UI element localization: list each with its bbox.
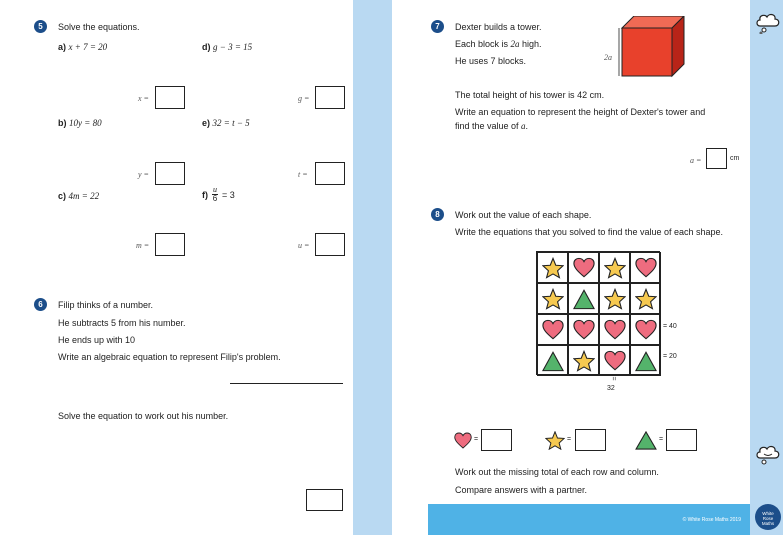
variable: 2a xyxy=(510,39,520,49)
star-icon xyxy=(542,257,564,279)
star-icon xyxy=(635,288,657,310)
heart-icon xyxy=(604,319,626,341)
grid-cell xyxy=(537,252,568,283)
answer-box-f[interactable] xyxy=(315,233,345,256)
logo-text: Rose xyxy=(762,516,774,521)
answer-box-triangle[interactable] xyxy=(666,429,697,451)
part-label: d) xyxy=(202,42,211,52)
q8-line: Work out the value of each shape. xyxy=(455,210,592,220)
answer-label: x = xyxy=(138,94,149,103)
grid-cell xyxy=(599,345,630,376)
equation-d xyxy=(202,42,252,52)
unit-label: cm xyxy=(730,155,740,162)
copyright-text: © White Rose Maths 2019 xyxy=(682,517,741,523)
heart-icon xyxy=(454,432,472,449)
triangle-icon xyxy=(635,350,657,372)
q8-line: Compare answers with a partner. xyxy=(455,485,588,495)
side-strip xyxy=(750,0,783,535)
heart-icon xyxy=(635,319,657,341)
grid-cell xyxy=(630,345,661,376)
answer-box-b[interactable] xyxy=(155,162,185,185)
answer-box-q6[interactable] xyxy=(306,489,343,511)
grid-cell xyxy=(537,314,568,345)
question-number: 8 xyxy=(431,208,444,221)
grid-cell xyxy=(630,252,661,283)
equation-text: g − 3 = 15 xyxy=(213,42,253,52)
equation-text: x + 7 = 20 xyxy=(68,42,108,52)
heart-icon xyxy=(573,257,595,279)
star-icon xyxy=(542,288,564,310)
grid-cell xyxy=(537,345,568,376)
row-total: = 40 xyxy=(663,323,677,330)
question-number: 7 xyxy=(431,20,444,33)
equation-b xyxy=(58,118,102,128)
triangle-icon xyxy=(635,431,657,450)
grid-cell xyxy=(568,252,599,283)
equals-sign: = xyxy=(567,436,572,443)
grid-cell xyxy=(599,314,630,345)
question-number: 5 xyxy=(34,20,47,33)
grid-cell xyxy=(630,314,661,345)
answer-label: u = xyxy=(298,241,310,250)
column-equals: = xyxy=(609,376,617,381)
fraction-numerator: u xyxy=(213,185,217,194)
answer-box-c[interactable] xyxy=(155,233,185,256)
equation-text: 4m = 22 xyxy=(68,191,100,201)
text: find the value of xyxy=(455,121,522,131)
equation-text: 10y = 80 xyxy=(69,118,102,128)
heart-icon xyxy=(573,319,595,341)
grid-cell xyxy=(599,283,630,314)
page-gutter xyxy=(353,0,392,535)
column-total: 32 xyxy=(607,385,615,392)
part-label: c) xyxy=(58,191,67,201)
q6-line: Solve the equation to work out his number. xyxy=(58,411,229,421)
equation-text: 32 = t − 5 xyxy=(212,118,250,128)
q8-line: Work out the missing total of each row and column. xyxy=(455,467,659,477)
q7-line: He uses 7 blocks. xyxy=(455,56,527,66)
answer-label: a = xyxy=(690,156,702,165)
part-label: f) xyxy=(202,189,208,200)
q7-line xyxy=(455,121,528,131)
q7-line: Dexter builds a tower. xyxy=(455,22,542,32)
cube-block-icon xyxy=(612,16,692,84)
answer-box-a[interactable] xyxy=(155,86,185,109)
q6-line: Write an algebraic equation to represent Filip's problem. xyxy=(58,352,281,362)
grid-cell xyxy=(568,345,599,376)
q6-line: Filip thinks of a number. xyxy=(58,300,154,310)
equation-c xyxy=(58,191,99,201)
answer-box-q7[interactable] xyxy=(706,148,727,169)
text: Each block is xyxy=(455,39,511,49)
part-label: b) xyxy=(58,118,67,128)
equation-f xyxy=(202,186,235,203)
answer-line[interactable] xyxy=(230,383,343,384)
triangle-icon xyxy=(542,350,564,372)
q7-line: Write an equation to represent the height of Dexter's tower and xyxy=(455,107,706,117)
grid-cell xyxy=(568,314,599,345)
text: high. xyxy=(519,39,542,49)
star-icon xyxy=(573,350,595,372)
answer-box-star[interactable] xyxy=(575,429,606,451)
star-icon xyxy=(604,257,626,279)
equals-sign: = xyxy=(474,436,479,443)
answer-label: t = xyxy=(298,170,308,179)
q8-line: Write the equations that you solved to find the value of each shape. xyxy=(455,227,724,237)
question-number: 6 xyxy=(34,298,47,311)
wrm-logo xyxy=(755,504,781,530)
answer-box-heart[interactable] xyxy=(481,429,512,451)
variable: a xyxy=(521,121,526,131)
fraction xyxy=(212,186,218,203)
answer-label: m = xyxy=(136,241,150,250)
row-total: = 20 xyxy=(663,353,677,360)
star-icon xyxy=(604,288,626,310)
shape-grid xyxy=(536,251,660,375)
thought-cloud-icon xyxy=(756,444,780,466)
equation-a xyxy=(58,42,107,52)
heart-icon xyxy=(635,257,657,279)
grid-cell xyxy=(568,283,599,314)
equals-sign: = xyxy=(659,436,664,443)
q7-line xyxy=(455,39,542,49)
part-label: e) xyxy=(202,118,211,128)
answer-label: g = xyxy=(298,94,310,103)
logo-text: White xyxy=(762,511,774,516)
star-icon xyxy=(545,431,565,450)
text: . xyxy=(525,121,529,131)
grid-cell xyxy=(537,283,568,314)
triangle-icon xyxy=(573,288,595,310)
fraction-denominator: 6 xyxy=(212,194,218,203)
q6-line: He ends up with 10 xyxy=(58,335,136,345)
q6-line: He subtracts 5 from his number. xyxy=(58,318,186,328)
logo-text: Maths xyxy=(761,521,775,526)
answer-label: y = xyxy=(138,170,149,179)
heart-icon xyxy=(604,350,626,372)
question-title: Solve the equations. xyxy=(58,22,140,32)
equation-e xyxy=(202,118,250,128)
heart-icon xyxy=(542,319,564,341)
q7-line: The total height of his tower is 42 cm. xyxy=(455,90,605,100)
grid-cell xyxy=(630,283,661,314)
answer-box-d[interactable] xyxy=(315,86,345,109)
answer-box-e[interactable] xyxy=(315,162,345,185)
thought-cloud-icon xyxy=(756,12,780,34)
part-label: a) xyxy=(58,42,67,52)
cube-height-label: 2a xyxy=(604,53,612,62)
equation-text: = 3 xyxy=(222,189,235,200)
grid-cell xyxy=(599,252,630,283)
